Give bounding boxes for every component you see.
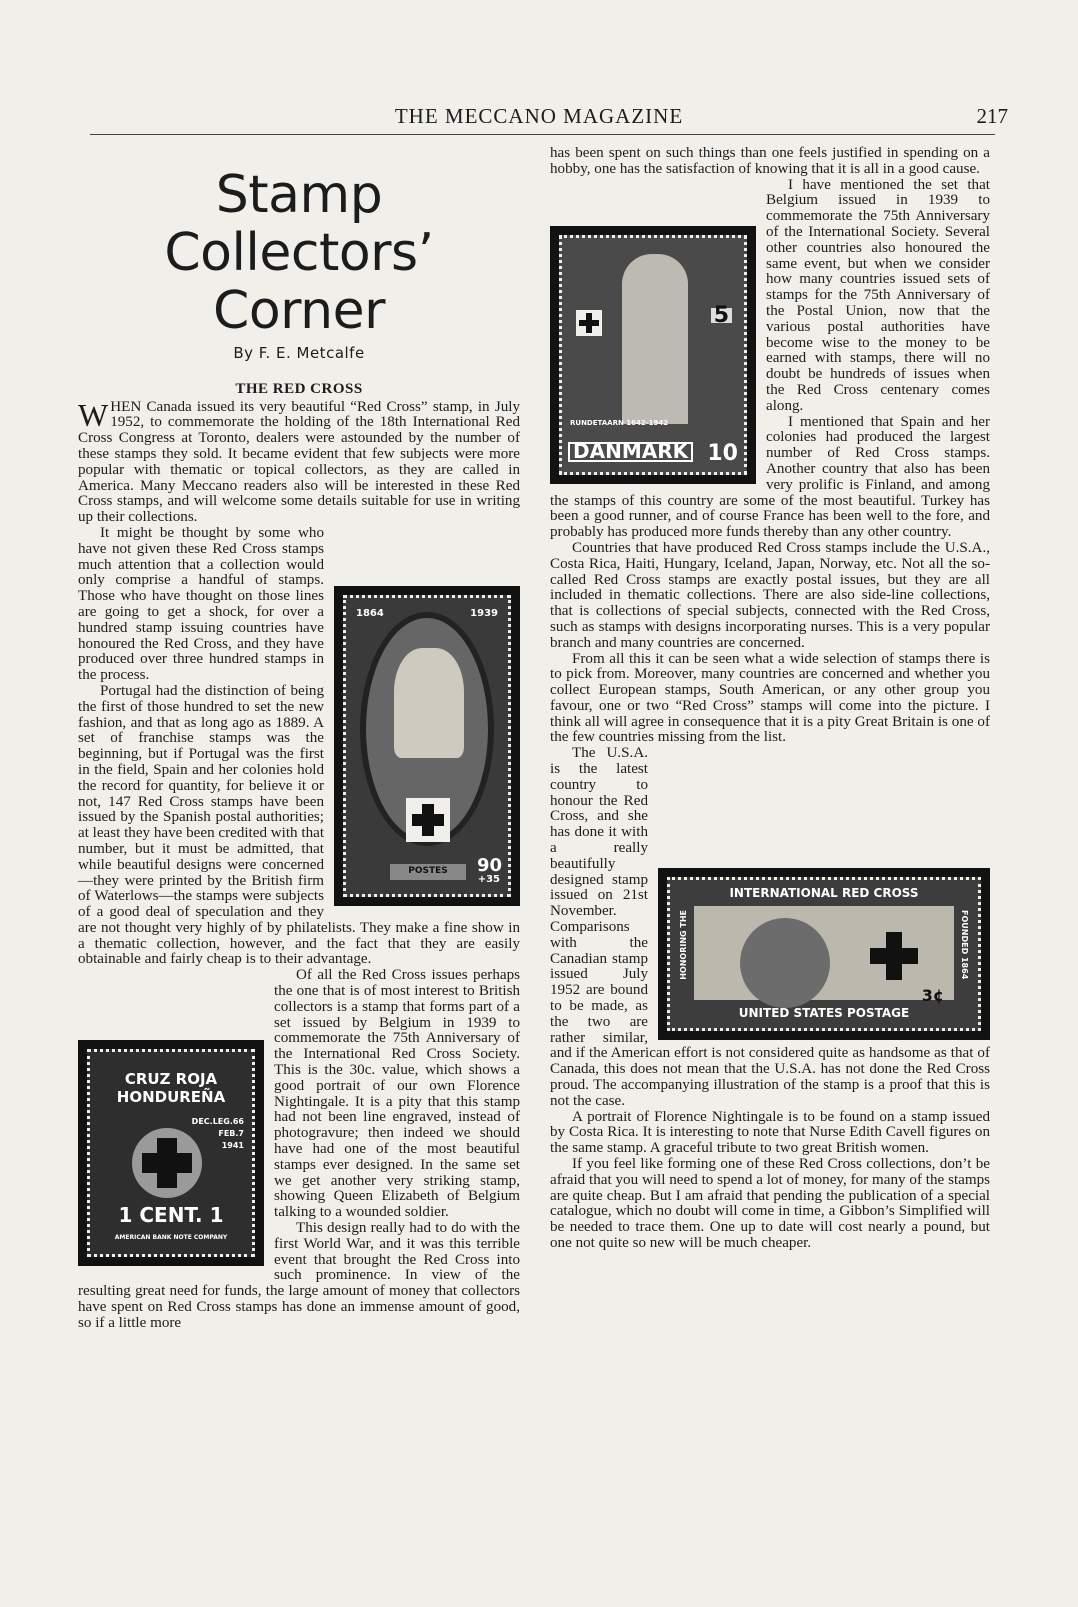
title-line-2: Corner [213,281,385,341]
stamp-line-2: HONDUREÑA [116,1088,226,1107]
stamp-surcharge: +35 [477,874,500,886]
paragraph: This design really had to do with the first World War, and it was this terrible event that brought the Red Cross into such prominence. In view of the resulting great need for funds, the large amount of money that collectors have spent on Red Cross stamps has done an immense amount of good, so if a little more [78,1220,520,1331]
paragraph: has been spent on such things than one feels justified in spending on a hobby, one has the satisfaction of knowing that it is all in a good cause. [550,145,990,177]
belgium-stamp [343,595,511,897]
stamp-date-3: 1941 [221,1141,244,1151]
honduras-stamp-image [78,1040,264,1266]
stamp-country: DANMARK [568,442,693,462]
stamp-top-text: INTERNATIONAL RED CROSS [729,886,919,901]
stamp-right-text: FOUNDED 1864 [960,910,969,980]
running-header [0,104,1078,132]
paragraph: A portrait of Florence Nightingale is to be found on a stamp issued by Costa Rica. It is interesting to note that Nurse Edith Cavell figures on the same stamp. A graceful tribute to two great British women. [550,1108,990,1157]
paragraph [78,396,520,526]
drop-cap: W [78,396,109,433]
paragraph: It might be thought by some who have not given these Red Cross stamps much attention that a collection would only comprise a handful of stamps. Those who have thought on those lines are going to get a shock, for over a hundred stamp issuing countries have honoured the Red Cross, and they have produced over three hundred stamps in the process. [78,524,324,684]
stamp-bottom-text: UNITED STATES POSTAGE [738,1006,910,1021]
paragraph: Portugal had the distinction of being the first of those hundred to set the new fashion, and that as long ago as 1889. A set of franchise stamps was the beginning, but if Portugal was the first in the field, Spain and her colonies hold the record for quantity, for believe it or not, 147 Red Cross stamps have been issued by the Spanish postal authorities; at least they have been credited with that number, but it must be admitted, that while beautiful designs were concerned—they were printed by the British firm of Waterlows—the stamps were subjects of a good deal of speculation and they are not thought very highly of by philatelists. They make a fine show in a thematic collection, however, and the fact that they are easily obtainable and fairly cheap is to their advantage. [78,682,520,968]
stamp-left-text: HONORING THE [679,910,688,981]
stamp-caption: RUNDETAARN 1642-1942 [570,418,669,427]
denmark-stamp-image [550,226,756,484]
stamp-surcharge: 5 [711,308,732,324]
cross-box [576,310,602,336]
stamp-line-1: CRUZ ROJA [124,1070,218,1089]
right-column [550,146,990,1252]
paragraph: The U.S.A. is the latest country to honour the Red Cross, and she has done it with a really beautifully designed stamp issued on 21st November. Comparisons with the Canadian stamp issued July 1952 are bound to be made, as the two are rather similar, and if the American effort is not considered quite as handsome as that of Canada, this does not mean that the U.S.A. has not done the Red Cross proud. The accompanying illustration of the stamp is a proof that this is not the case. [550,745,990,1109]
usa-stamp [667,877,981,1031]
stamp-year-left: 1864 [356,607,384,619]
cross-box [406,798,450,842]
paragraph: If you feel like forming one of these Red Cross collections, don’t be afraid that you will need to spend a lot of money, for many of the stamps are quite cheap. But I am afraid that pending the publication of a special catalogue, which no doubt will come in time, a Gibbon’s Simplified will be needed to trace them. One up to date will cost nearly a pound, but one not quite so new will be much cheaper. [550,1156,990,1251]
magazine-title: THE MECCANO MAGAZINE [394,104,684,128]
byline: By F. E. Metcalfe [233,344,365,362]
globe [740,918,830,1008]
paragraph: Countries that have produced Red Cross stamps include the U.S.A., Costa Rica, Haiti, Hungary, Iceland, Japan, Norway, etc. Not all the so-called Red Cross stamps are exactly postal issues, but they are all included in thematic collections. There are also side-line collections, that is collections of special subjects, connected with the Red Cross, such as stamps with designs incorporating nurses. This is a very popular branch and many countries are concerned. [550,539,990,651]
stamp-value: 3¢ [921,986,944,1006]
stamp-date-2: FEB.7 [218,1129,244,1139]
honduras-stamp [87,1049,255,1257]
paragraph: I have mentioned the set that Belgium issued in 1939 to commemorate the 75th Anniversary of the International Society. Several other countries also honoured the same event, but when we consider how many countries issued sets of stamps for the 75th Anniversary of the Postal Union, now that the various postal authorities have become wise to the money to be earned with stamps, there will no doubt be hundreds of issues when the Red Cross centenary comes along. [766,176,990,414]
stamp-year-right: 1939 [470,607,498,619]
article-title [78,166,520,340]
header-rule [90,134,995,135]
stamp-date-1: DEC.LEG.66 [191,1117,244,1127]
usa-stamp-image [658,868,990,1040]
denmark-stamp [559,235,747,475]
nurse-portrait [394,648,464,758]
paragraph-text: HEN Canada issued its very beautiful “Red Cross” stamp, in July 1952, to commemorate the holding of the 18th International Red Cross Congress at Toronto, dealers were astounded by the number of these stamps they sold. It became evident that few subjects were more popular with thematic or topical collectors, as they are called in America. Many Meccano readers also will be interested in these Red Cross stamps, and will welcome some details suitable for use in writing up their collections. [78,398,520,526]
page-number: 217 [976,104,1008,128]
section-heading: THE RED CROSS [235,380,363,397]
belgium-stamp-image [334,586,520,906]
paragraph: Of all the Red Cross issues perhaps the one that is of most interest to British collectors is a stamp that forms part of a set issued by Belgium in 1939 to commemorate the 75th Anniversary of the International Red Cross Society. This is the 30c. value, which shows a good portrait of our own Florence Nightingale. It is a pity that this stamp had not been line engraved, instead of photogravure; then indeed we should have had one of the most beautiful stamps ever designed. In the same set we get another very striking stamp, showing Queen Elizabeth of Belgium talking to a wounded soldier. [274,967,520,1221]
stamp-value: 1 CENT. 1 [118,1203,224,1228]
stamp-postes: POSTES [390,864,466,880]
stamp-value: 10 [707,440,738,466]
title-line-1: Stamp Collectors’ [164,165,434,283]
round-tower [622,254,688,424]
paragraph: I mentioned that Spain and her colonies had produced the largest number of Red Cross stamps. Another country that also has been very prolific is Finland, and among the stamps of this country are some of the most beautiful. Turkey has been a good runner, and of course France has been well to the fore, and probably has produced more funds thereby than any other country. [550,413,990,541]
cross-badge [132,1128,202,1198]
paragraph: From all this it can be seen what a wide selection of stamps there is to pick from. Moreover, many countries are concerned and whether you collect European stamps, South American, or any other group you favour, one or two “Red Cross” stamps will come into the picture. I think all will agree in consequence that it is a pity Great Britain is one of the few countries missing from the list. [550,650,990,746]
stamp-value: 90 [476,855,502,877]
left-column [78,146,520,1332]
stamp-printer: AMERICAN BANK NOTE COMPANY [114,1234,228,1242]
red-cross [870,932,918,980]
